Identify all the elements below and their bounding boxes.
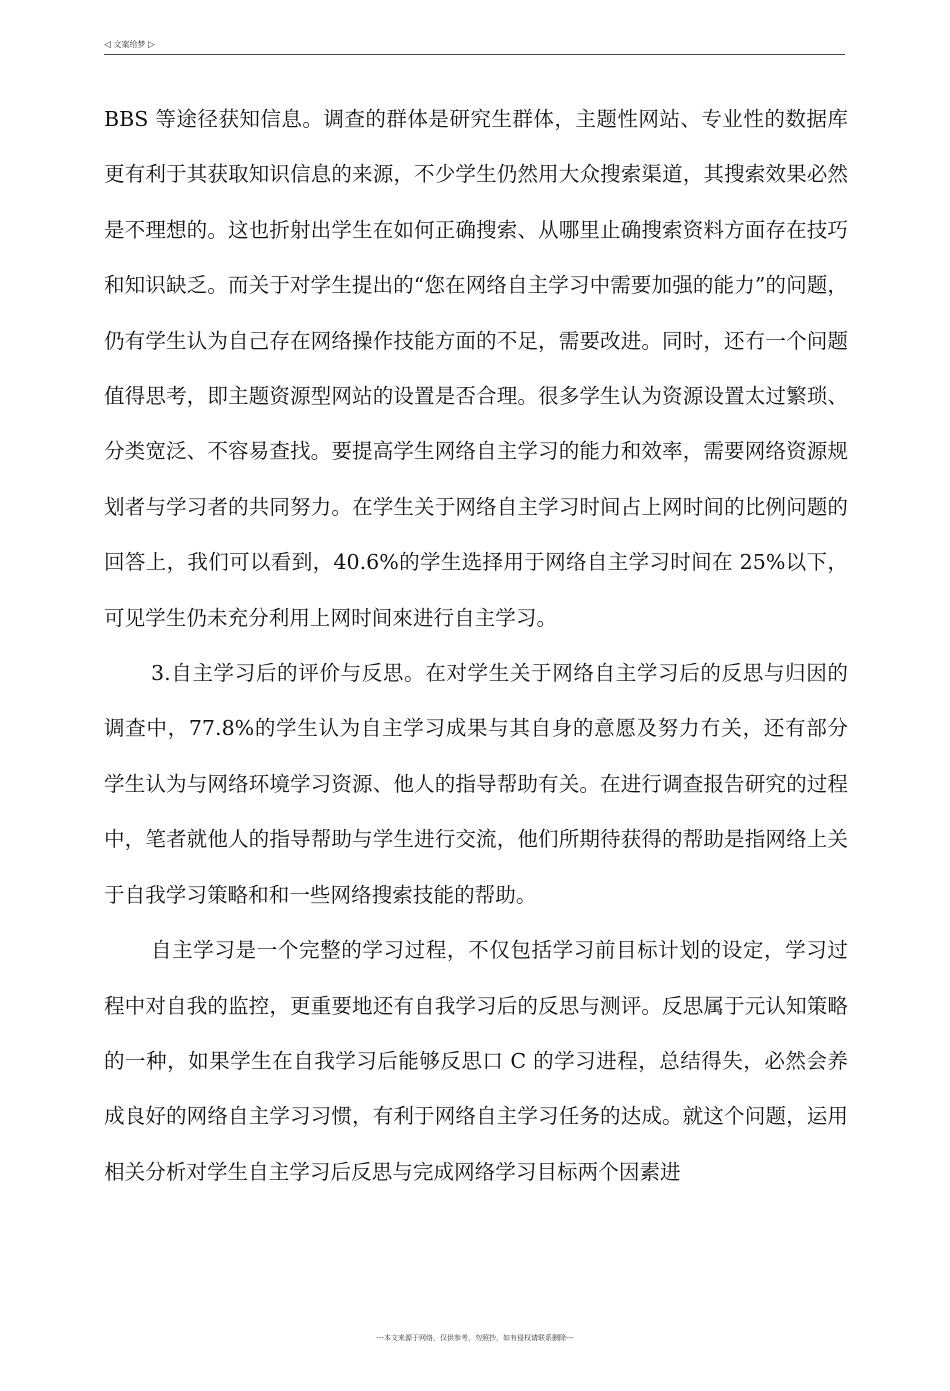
- document-body: [104, 92, 848, 1200]
- right-arrow-icon: ▷: [148, 40, 155, 50]
- header-title: 文案给梦: [113, 40, 146, 49]
- paragraph-2: 3.自主学习后的评价与反思。在对学生关于网络自主学习后的反思与归因的调查中，77.8%的学生认为自主学习成果与其自身的意愿及努力冇关，还有部分学生认为与网络环境学习资源、他人的指导帮助有关。在进行调查报告研究的过程中，笔者就他人的指导帮助与学生进行交流，他们所期待获得的帮助是指网络上关于自我学习策略和和一些网络搜索技能的帮助。: [104, 661, 848, 907]
- left-arrow-icon: ◁: [104, 40, 111, 50]
- paragraph-3: 自主学习是一个完整的学习过程，不仅包括学习前目标计划的设定，学习过程中对自我的监控，更重要地还有自我学习后的反思与测评。反思属于元认知策略的一种，如果学生在自我学习后能够反思口 C 的学习进程，总结得失，必然会养成良好的网络自主学习习惯，有利于网络自主学习任务的达成。就这个问题，运用相关分析对学生自主学习后反思与完成网络学习目标两个因素进: [104, 938, 848, 1184]
- page-header: [104, 38, 845, 55]
- paragraph-1: BBS 等途径获知信息。调查的群体是研究生群体，主题性网站、专业性的数据库更有利于其获取知识信息的来源，不少学生仍然用大众搜索渠道，其搜索效果必然是不理想的。这也折射出学生在如何正确搜索、从哪里止确搜索资料方面存在技巧和知识缺乏。而关于对学生提出的“您在网络自主学习中需要加强的能力”的问题，仍有学生认为自己存在网络操作技能方面的不足，需要改进。同时，还冇一个问题值得思考，即主题资源型网站的设置是否合理。很多学生认为资源设置太过繁琐、分类宽泛、不容易查找。要提高学生网络自主学习的能力和效率，需要网络资源规划者与学习者的共同努力。在学生关于网络自主学习时间占上网时间的比例问题的回答上，我们可以看到，40.6%的学生选择用于网络自主学习时间在 25%以下，可见学生仍未充分利用上网时间來进行自主学习。: [104, 107, 848, 630]
- page-footer: ---本文来源于网络，仅供参考，勿照抄，如有侵权请联系删除---: [376, 1334, 574, 1342]
- header-title-group: [104, 40, 155, 50]
